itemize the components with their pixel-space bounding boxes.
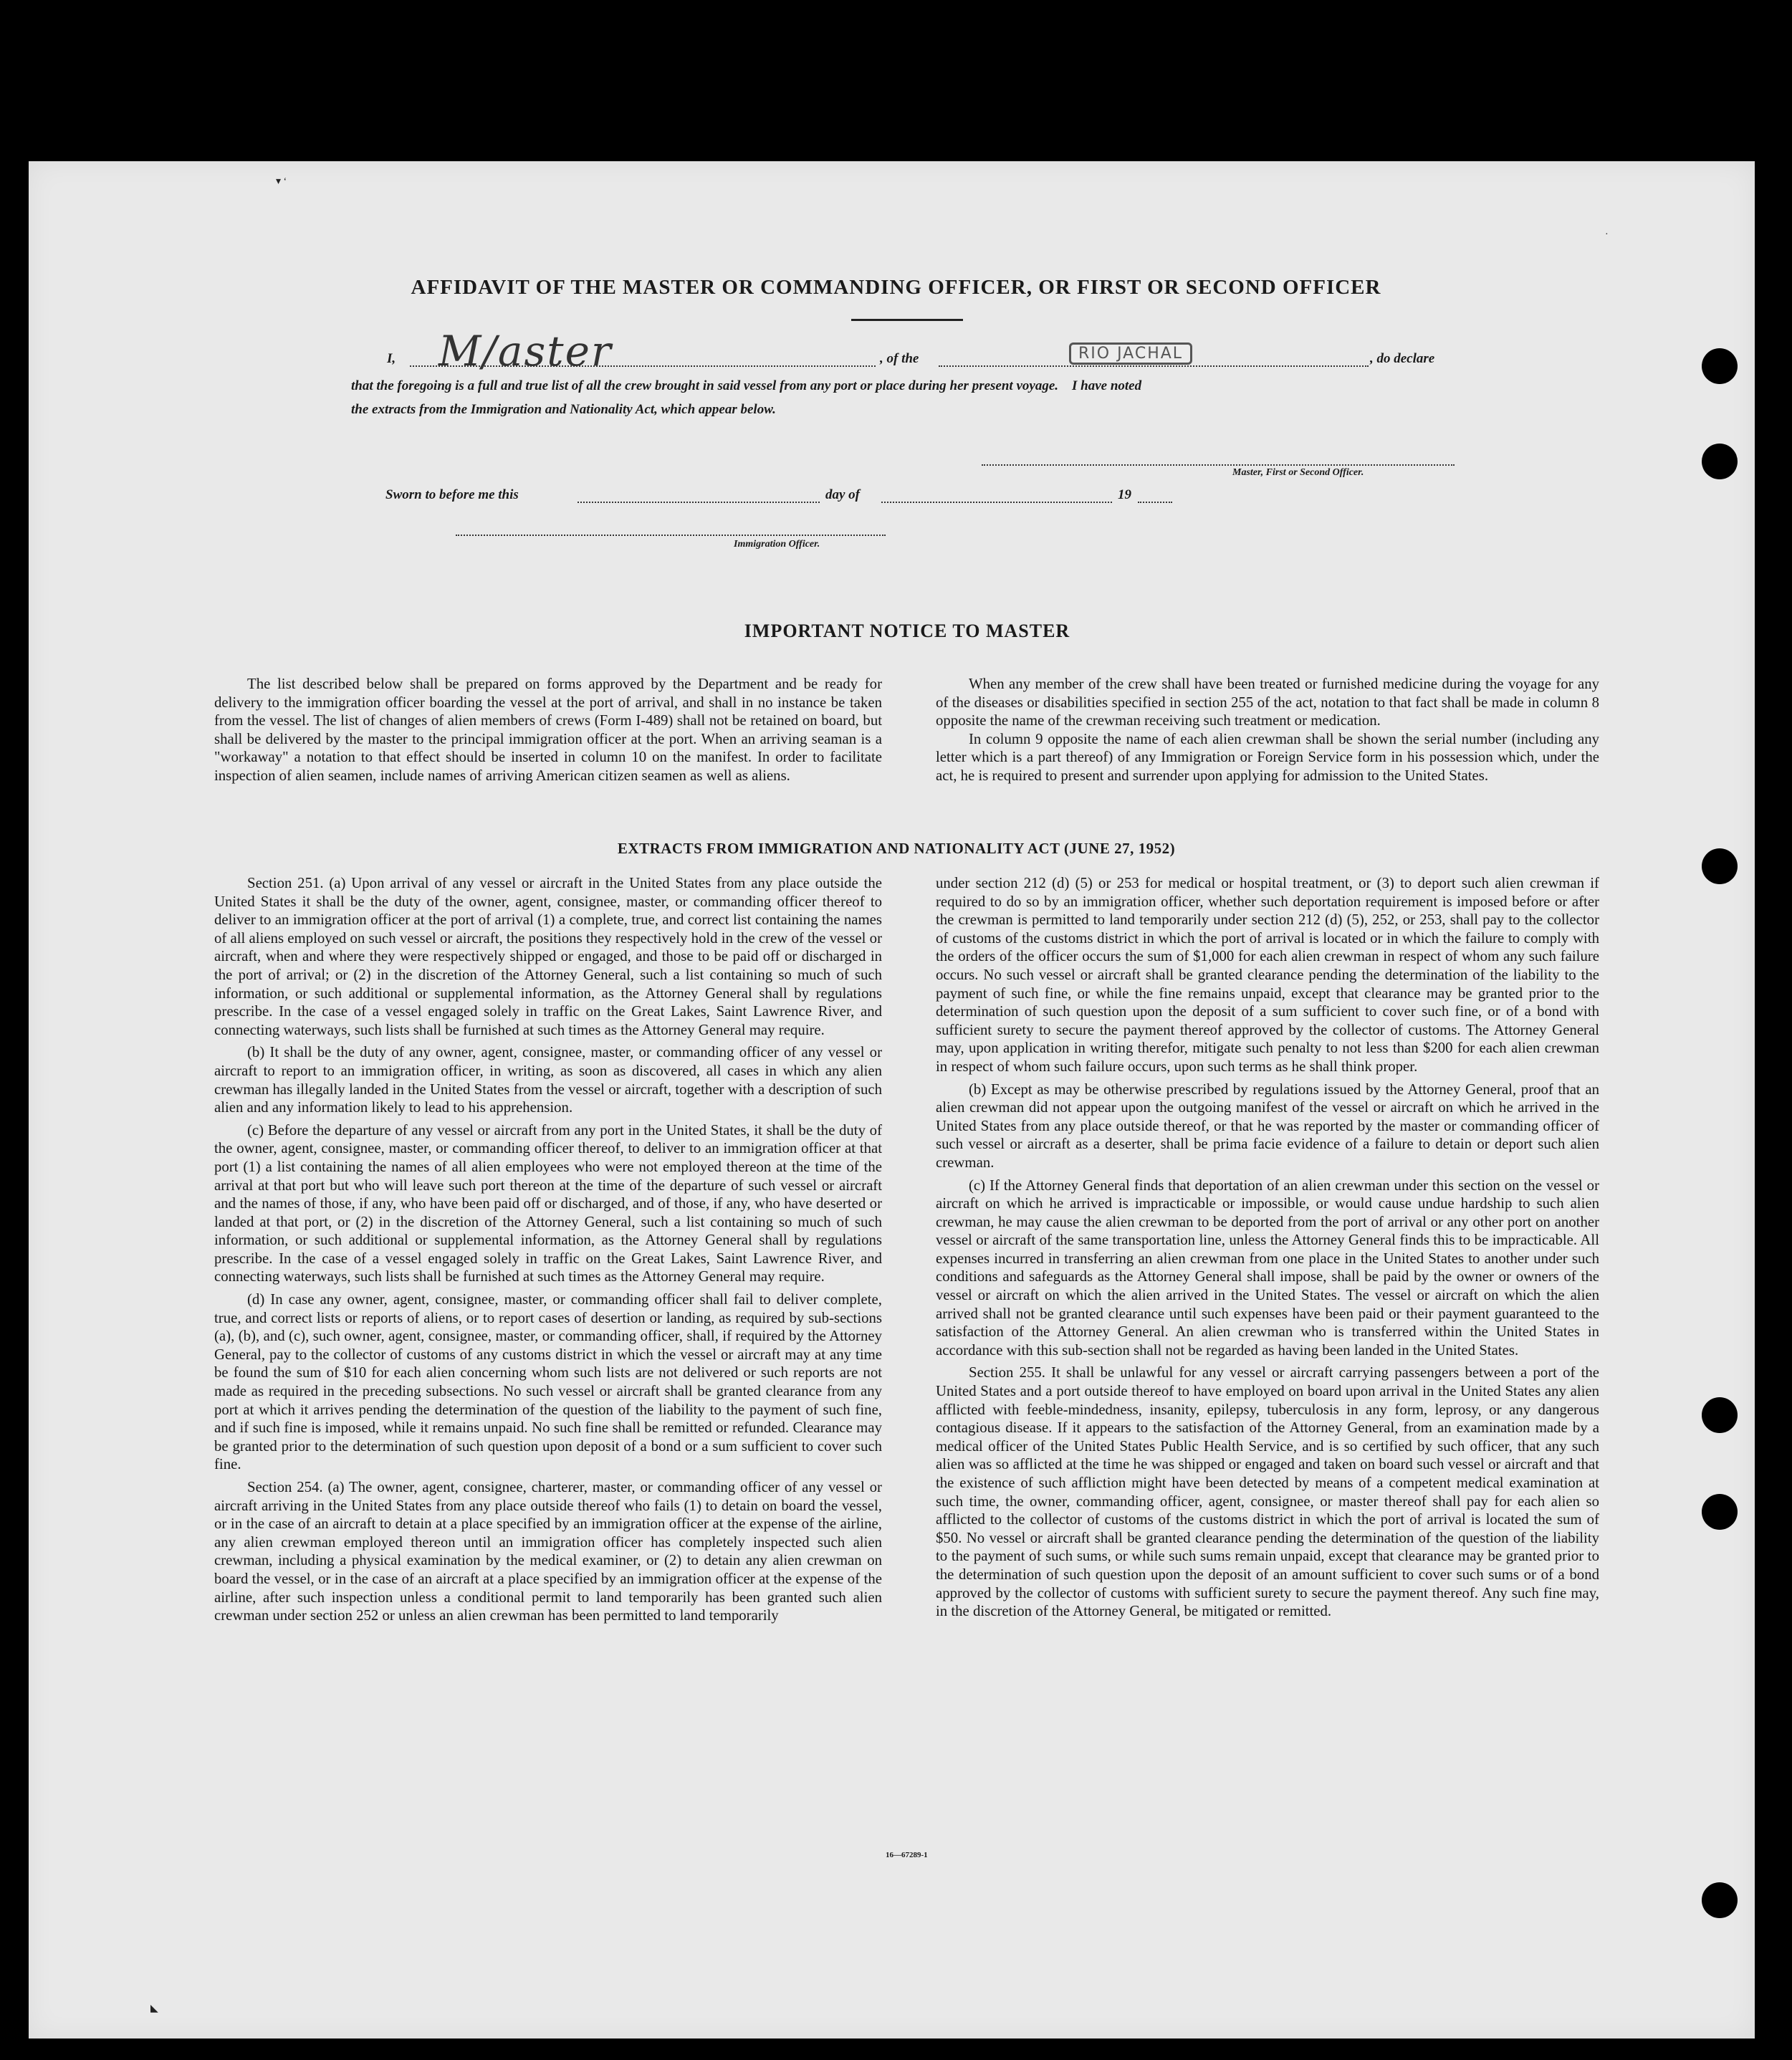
section-255: Section 255. It shall be unlawful for any vessel or aircraft carrying passengers between a port of the United States and a port outside thereof to have employed on board upon arrival in the United States any alien afflicted with feeble-mindedness, insanity, epilepsy, tuberculosis in any form, leprosy, or any dangerous contagious disease. If it appears to the satisfaction of the Attorney General, from an examination made by a medical officer of the United States Public Health Service, and is so certified by such officer, that any such alien was so afflicted at the time he was shipped or engaged and taken on board such vessel or aircraft and that the existence of such affliction might have been detected by means of a competent medical examination at such time, the owner, commanding officer, agent, consignee, or master thereof shall pay for each alien so afflicted to the collector of customs of the customs district in which the port of arrival is located the sum of $50. No vessel or aircraft shall be granted clearance pending the determination of the question of the liability to the payment of such sums, or while such sums remain unpaid, except that clearance may be granted prior to the determination of such question upon the deposit of an amount sufficient to cover such sums or of a bond approved by the collector of customs with sufficient surety to secure the payment thereof. Any such fine may, in the discretion of the Attorney General, be mitigated or remitted.: [936, 1364, 1599, 1620]
extracts-left-column: [214, 874, 882, 1625]
section-251-a: Section 251. (a) Upon arrival of any vessel or aircraft in the United States from any place outside the United States it shall be the duty of the owner, agent, consignee, master, or commanding officer thereof to deliver to an immigration officer at the port of arrival (1) a complete, true, and correct list containing the names of all aliens employed on such vessel or aircraft, the positions they respectively hold in the crew of the vessel or aircraft, when and where they were respectively shipped or engaged, and those to be paid off or discharged in the port of arrival; or (2) in the discretion of the Attorney General, such a list containing so much of such information, or such additional or supplemental information, as the Attorney General shall by regulations prescribe. In the case of a vessel engaged solely in traffic on the Great Lakes, Saint Lawrence River, and connecting waterways, such lists shall be furnished at such times as the Attorney General may require.: [214, 875, 882, 1038]
binder-hole: [1702, 348, 1738, 384]
declaration-line-3: the extracts from the Immigration and Nationality Act, which appear below.: [351, 402, 776, 417]
binder-hole: [1702, 1882, 1738, 1918]
signature: M/aster: [439, 327, 613, 375]
binder-hole: [1702, 444, 1738, 479]
vessel-stamp: RIO JACHAL: [1069, 342, 1192, 365]
title-rule: [851, 319, 963, 321]
declaration-prefix: I,: [387, 351, 396, 366]
sworn-month-blank: [881, 502, 1112, 503]
sworn-day-blank: [578, 502, 820, 503]
notice-left-paragraph: The list described below shall be prepared on forms approved by the Department and be ready for delivery to the immigration officer boarding the vessel at the port of arrival, and shall in no instance be taken from the vessel. The list of changes of alien members of crews (Form I-489) shall not be retained on board, but shall be delivered by the master to the principal immigration officer at the port. When an arriving seaman is a "workaway" a notation to that effect should be inserted in column 10 on the manifest. In order to facilitate inspection of alien seamen, include names of arriving American citizen seamen as well as aliens.: [214, 676, 882, 784]
extracts-right-column: [936, 874, 1599, 1621]
sworn-label: Sworn to before me this: [385, 487, 519, 502]
section-251-d: (d) In case any owner, agent, consignee, master, or commanding officer shall fail to deliver complete, true, and correct lists or reports of aliens, or to report cases of desertion or landing, as required by sub-sections (a), (b), and (c), such owner, agent, consignee, master, or commanding officer, shall, if required by the Attorney General, pay to the collector of customs of any customs district in which the vessel or aircraft may at any time be found the sum of $10 for each alien concerning whom such lists are not delivered or such reports are not made as required in the preceding subsections. No such vessel or aircraft shall be granted clearance from any port at which it arrives pending the determination of the question of the liability to the payment of such fine, and if such fine is imposed, while it remains unpaid. No such fine shall be remitted or refunded. Clearance may be granted prior to the determination of such question upon deposit of a bond or a sum sufficient to cover such fine.: [214, 1291, 882, 1473]
section-251-b: (b) It shall be the duty of any owner, agent, consignee, master, or commanding officer of any vessel or aircraft to report to an immigration officer, in writing, as soon as discovered, all cases in which any alien crewman has illegally landed in the United States from the vessel or aircraft, together with a description of such alien and any information likely to lead to his apprehension.: [214, 1044, 882, 1116]
notice-right-paragraph-2: In column 9 opposite the name of each alien crewman shall be shown the serial number (including any letter which is a part thereof) of any Immigration or Foreign Service form in his possession which, under the act, he is required to present and surrender upon applying for admission to the United States.: [936, 730, 1599, 784]
binder-hole: [1702, 1397, 1738, 1433]
scan-mark: ▾ ‘: [276, 176, 287, 187]
section-254-c: (c) If the Attorney General finds that deportation of an alien crewman under this section on the vessel or aircraft on which he arrived is impracticable or impossible, or would cause undue hardship to such alien crewman, he may cause the alien crewman to be deported from the port of arrival or any other port on another vessel or aircraft of the same transportation line, unless the Attorney General finds this to be impracticable. All expenses incurred in transferring an alien crewman from one place in the United States to another under such conditions and safeguards as the Attorney General shall impose, shall be paid by the owner or owners of the vessel or aircraft on which the alien arrived in the United States. The vessel or aircraft on which the alien arrived shall not be granted clearance until such expenses have been paid or their payment guaranteed to the satisfaction of the Attorney General. An alien crewman who is transferred within the United States in accordance with this sub-section shall not be regarded as having been landed in the United States.: [936, 1177, 1599, 1359]
declaration-line-2: that the foregoing is a full and true list of all the crew brought in said vessel from any port or place during her present voyage. I have noted: [351, 378, 1142, 393]
master-caption: Master, First or Second Officer.: [1232, 467, 1364, 478]
do-declare-label: , do declare: [1370, 351, 1435, 366]
section-254-a-continued: under section 212 (d) (5) or 253 for medical or hospital treatment, or (3) to deport such alien crewman if required to do so by an immigration officer, whether such deportation requirement is imposed before or after the crewman is permitted to land temporarily under section 212 (d) (5), 252, or 253, shall pay to the collector of customs of the customs district in which the port of arrival is located or in which the failure to comply with the orders of the officer occurs the sum of $1,000 for each alien crewman in respect of whom any such failure occurs. No such vessel or aircraft shall be granted clearance pending the determination of the liability to the payment of such fine, or while the fine remains unpaid, except that clearance may be granted prior to the determination of such question upon the deposit of a sum sufficient to cover such fine, or of a bond with sufficient surety to secure the payment thereof approved by the collector of customs. The Attorney General may, upon application in writing therefor, mitigate such penalty to not less than $200 for each alien crewman in respect of whom such failure occurs, upon such terms as he shall think proper.: [936, 875, 1599, 1075]
notice-right-paragraph-1: When any member of the crew shall have been treated or furnished medicine during the voyage for any of the diseases or disabilities specified in section 255 of the act, notation to that fact shall be made in column 8 opposite the name of the crewman receiving such treatment or medication.: [936, 676, 1599, 729]
notice-title: IMPORTANT NOTICE TO MASTER: [744, 621, 1070, 641]
scan-mark: ·: [1605, 229, 1609, 240]
scan-mark: ◣: [150, 2003, 158, 2014]
officer-signature-line: [456, 535, 886, 536]
year-label: 19: [1118, 487, 1131, 502]
extracts-title: EXTRACTS FROM IMMIGRATION AND NATIONALITY ACT (JUNE 27, 1952): [617, 840, 1176, 857]
notice-right-column: [936, 675, 1599, 785]
master-signature-line: [982, 464, 1455, 466]
section-254-b: (b) Except as may be otherwise prescribed by regulations issued by the Attorney General, proof that an alien crewman did not appear upon the outgoing manifest of the vessel or aircraft on which he arrived in the United States from any place outside thereof, or that he was reported by the master or commanding officer of such vessel or aircraft as a deserter, shall be prima facie evidence of a failure to detain or deport such alien crewman.: [936, 1081, 1599, 1171]
section-254-a: Section 254. (a) The owner, agent, consignee, charterer, master, or commanding officer of any vessel or aircraft arriving in the United States from any place outside thereof who fails (1) to detain on board the vessel, or in the case of an aircraft to detain at a place specified by an immigration officer at the expense of the airline, any alien crewman employed thereon until an immigration officer has completely inspected such alien crewman, including a physical examination by the medical examiner, or (2) to detain any alien crewman on board the vessel, or in the case of an aircraft at a place specified by an immigration officer at the expense of the airline, after such inspection unless a conditional permit to land temporarily has been granted such alien crewman under section 252 or unless an alien crewman has been permitted to land temporarily: [214, 1479, 882, 1624]
day-of-label: day of: [825, 487, 861, 502]
form-number: 16—67289-1: [886, 1851, 928, 1859]
officer-caption: Immigration Officer.: [734, 539, 820, 550]
section-251-c: (c) Before the departure of any vessel or aircraft from any port in the United States, it shall be the duty of the owner, agent, consignee, master, or commanding officer thereof, to deliver to an immigration officer at that port (1) a list containing the names of all alien employees who were not employed thereon at the time of the arrival at that port but who will leave such port thereon at the time of the departure of such vessel or aircraft and the names of those, if any, who have been paid off or discharged, and of those, if any, who have deserted or landed at that port, or (2) in the discretion of the Attorney General, such a list containing so much of such information, or such additional or supplemental information, as the Attorney General shall by regulations prescribe. In the case of a vessel engaged solely in traffic on the Great Lakes, Saint Lawrence River, and connecting waterways, such lists shall be furnished at such times as the Attorney General may require.: [214, 1121, 882, 1285]
of-the-label: , of the: [880, 351, 919, 366]
page-title: AFFIDAVIT OF THE MASTER OR COMMANDING OFFICER, OR FIRST OR SECOND OFFICER: [411, 276, 1381, 299]
notice-left-column: [214, 675, 882, 785]
binder-hole: [1702, 1494, 1738, 1530]
sworn-year-blank: [1138, 502, 1172, 503]
vessel-blank: [939, 365, 1369, 367]
